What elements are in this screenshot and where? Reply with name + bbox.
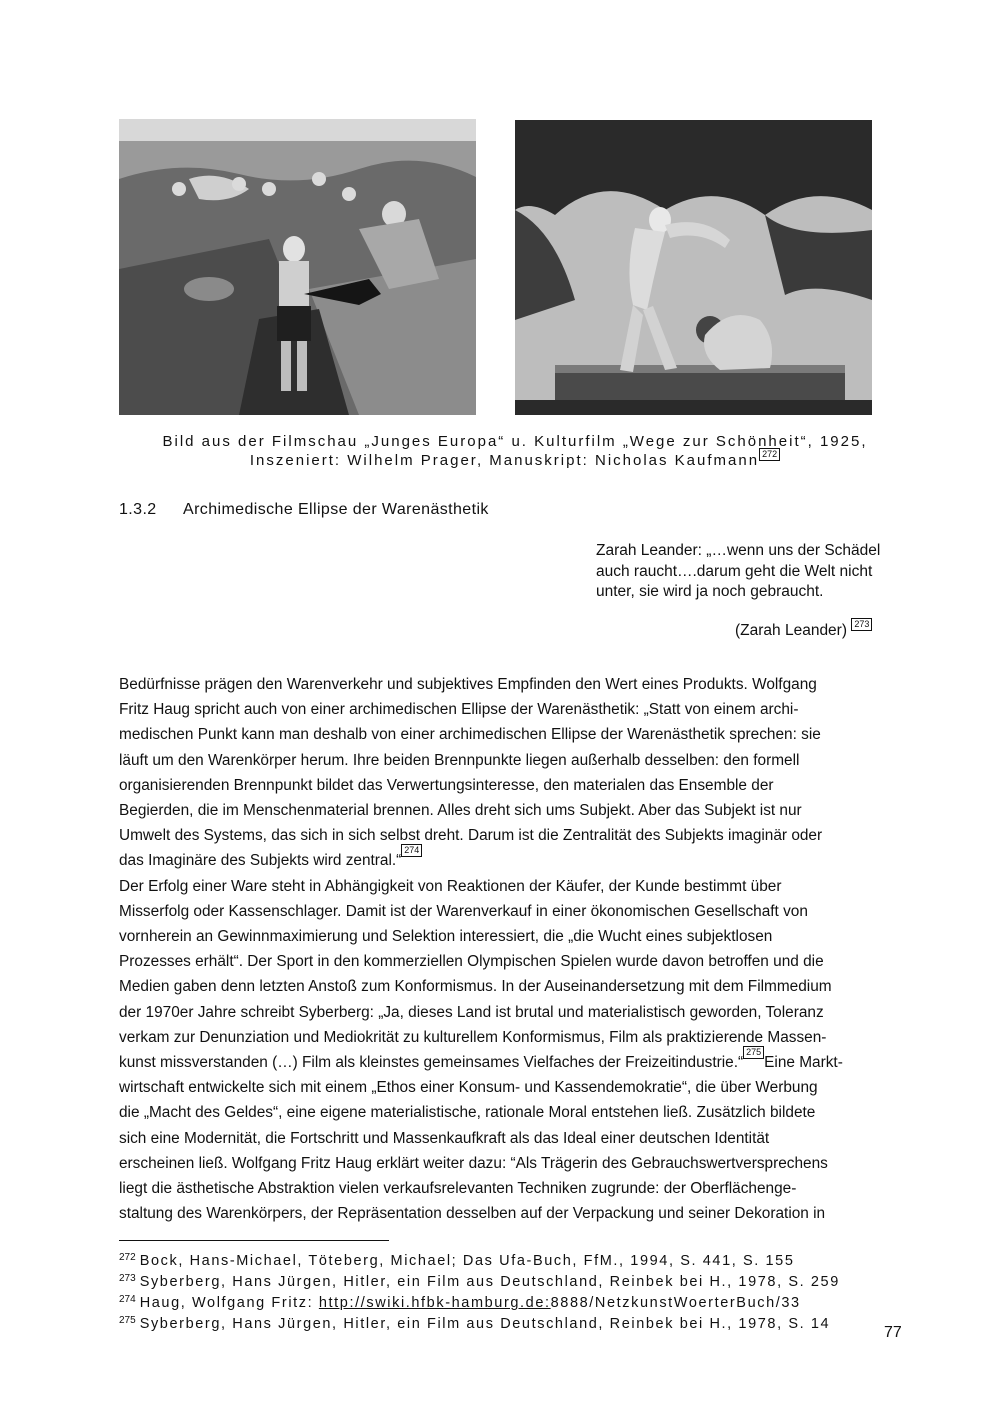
- figure-caption-line-1: Bild aus der Filmschau „Junges Europa“ u. Kulturfilm „Wege zur Schönheit“, 1925,: [162, 433, 868, 450]
- footnote-275: [119, 1312, 840, 1333]
- body-line: Begierden, die im Menschenmaterial brennen. Alles dreht sich ums Subjekt. Aber das Subjekt ist nur: [119, 802, 802, 820]
- epigraph-source: [735, 619, 872, 640]
- body-text: [119, 672, 909, 1226]
- section-heading: [119, 501, 489, 519]
- body-line: der 1970er Jahre schreibt Syberberg: „Ja, dieses Land ist brutal und materialistisch geworden, Toleranz: [119, 1003, 824, 1021]
- body-line: Der Erfolg einer Ware steht in Abhängigkeit von Reaktionen der Käufer, der Kunde bestimmt über: [119, 877, 782, 895]
- footnote-divider: [119, 1240, 389, 1241]
- body-line: Umwelt des Systems, das sich in sich selbst dreht. Darum ist die Zentralität des Subjekts imaginär oder: [119, 827, 823, 845]
- body-line: Bedürfnisse prägen den Warenverkehr und subjektives Empfinden den Wert eines Produkts. Wolfgang: [119, 676, 817, 693]
- epigraph-line: auch raucht….darum geht die Welt nicht: [596, 562, 873, 580]
- section-number: 1.3.2: [119, 501, 157, 518]
- body-line: Fritz Haug spricht auch von einer archimedischen Ellipse der Warenästhetik: „Statt von einem archi-: [119, 701, 799, 719]
- footnote-text: Syberberg, Hans Jürgen, Hitler, ein Film aus Deutschland, Reinbek bei H., 1978, S. 14: [139, 1316, 831, 1332]
- footnote-number: 275: [119, 1315, 136, 1326]
- section-title: Archimedische Ellipse der Warenästhetik: [183, 501, 489, 518]
- body-line-text: das Imaginäre des Subjekts wird zentral.“: [119, 852, 402, 870]
- photo-nude-dancers: [515, 120, 872, 415]
- footnote-number: 274: [119, 1294, 136, 1305]
- body-line: Misserfolg oder Kassenschlager. Damit ist der Warenverkauf in einer ökonomischen Gesellschaft von: [119, 902, 808, 920]
- body-line: die „Macht des Geldes“, eine eigene materialistische, rationale Moral entstehen ließ. Zusätzlich bildete: [119, 1104, 816, 1122]
- body-line-continuation: Eine Markt-: [764, 1054, 843, 1072]
- footnote-link[interactable]: http://swiki.hfbk-hamburg.de:: [318, 1295, 551, 1311]
- body-line: erscheinen ließ. Wolfgang Fritz Haug erklärt weiter dazu: “Als Trägerin des Gebrauchswertversprechens: [119, 1154, 828, 1172]
- body-line: sich eine Modernität, die Fortschritt und Massenkaufkraft als das Ideal einer deutschen Identität: [119, 1129, 770, 1147]
- body-line: verkam zur Denunziation und Mediokrität zu kulturellem Konformismus, Film als praktizierende Massen-: [119, 1028, 827, 1046]
- body-line: wirtschaft entwickelte sich mit einem „Ethos einer Konsum- und Kassendemokratie“, die über Werbung: [119, 1079, 818, 1097]
- epigraph-line: unter, sie wird ja noch gebraucht.: [596, 583, 824, 600]
- body-line: Prozesses erhält“. Der Sport in den kommerziellen Olympischen Spielen wurde davon betroffen und die: [119, 953, 824, 971]
- body-line: [119, 845, 909, 873]
- epigraph-quote: [596, 541, 906, 603]
- body-line: [119, 1047, 909, 1075]
- body-line: medischen Punkt kann man deshalb von einer archimedischen Ellipse der Warenästhetik sprechen: sie: [119, 726, 821, 744]
- page-number: 77: [884, 1324, 902, 1341]
- footnote-number: 272: [119, 1252, 136, 1263]
- footnote-ref-272[interactable]: 272: [759, 448, 780, 461]
- footnote-number: 273: [119, 1273, 136, 1284]
- epigraph-source-text: (Zarah Leander): [735, 622, 848, 639]
- footnote-272: [119, 1249, 840, 1270]
- footnote-274: [119, 1291, 840, 1312]
- body-line: läuft um den Warenkörper herum. Ihre beiden Brennpunkte liegen außerhalb desselben: den formell: [119, 751, 800, 769]
- footnotes: [119, 1249, 840, 1333]
- figure-caption-line-2: [110, 449, 920, 469]
- footnote-273: [119, 1270, 840, 1291]
- body-line-text: kunst missverstanden (…) Film als kleinstes gemeinsames Vielfaches der Freizeitindustrie.“: [119, 1054, 744, 1072]
- figure-caption-line-2-text: Inszeniert: Wilhelm Prager, Manuskript: Nicholas Kaufmann: [249, 452, 760, 469]
- footnote-ref-273[interactable]: 273: [851, 618, 872, 631]
- body-line: vornherein an Gewinnmaximierung und Selektion interessiert, die „die Wucht eines subjektlosen: [119, 928, 773, 946]
- footnote-link-suffix: 8888/NetzkunstWoerterBuch/33: [550, 1295, 801, 1311]
- footnote-text: Bock, Hans-Michael, Töteberg, Michael; Das Ufa-Buch, FfM., 1994, S. 441, S. 155: [139, 1253, 795, 1269]
- body-line: Medien gaben denn letzten Anstoß zum Konformismus. In der Auseinandersetzung mit dem Filmmedium: [119, 978, 832, 996]
- photo-youth-digging: [119, 119, 476, 415]
- body-line: liegt die ästhetische Abstraktion vielen verkaufsrelevanten Techniken zugrunde: der Oberflächenge-: [119, 1180, 797, 1198]
- epigraph-line: Zarah Leander: „…wenn uns der Schädel: [596, 542, 881, 559]
- body-line: staltung des Warenkörpers, der Repräsentation desselben auf der Verpackung und seiner Dekoration in: [119, 1205, 826, 1223]
- footnote-ref-275[interactable]: 275: [743, 1046, 764, 1059]
- body-line: organisierenden Brennpunkt bildet das Verwertungsinteresse, den materialen das Ensemble der: [119, 776, 774, 794]
- footnote-text: Syberberg, Hans Jürgen, Hitler, ein Film aus Deutschland, Reinbek bei H., 1978, S. 259: [139, 1274, 840, 1290]
- footnote-ref-274[interactable]: 274: [401, 844, 422, 857]
- footnote-text: Haug, Wolfgang Fritz:: [139, 1295, 319, 1311]
